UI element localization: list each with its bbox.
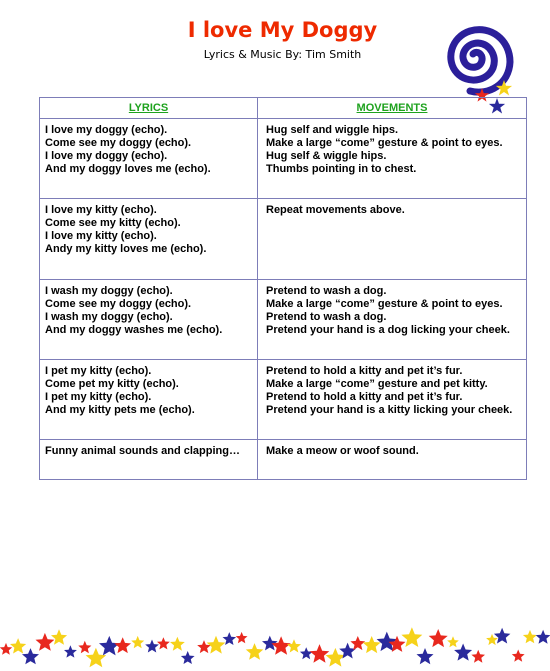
- movements-cell: [258, 360, 527, 440]
- star-icon: [512, 650, 525, 662]
- movement-line: Thumbs pointing in to chest.: [266, 163, 417, 175]
- star-icon: [0, 643, 12, 655]
- movement-line: Pretend to wash a dog.: [266, 311, 387, 323]
- movement-line: Pretend to wash a dog.: [266, 285, 387, 297]
- star-icon: [246, 643, 263, 660]
- star-icon: [51, 629, 67, 644]
- star-icon: [99, 636, 120, 656]
- movements-cell: [258, 119, 527, 199]
- star-icon: [271, 636, 290, 655]
- lyric-line: Come see my doggy (echo).: [45, 137, 192, 149]
- movements-cell: [258, 199, 527, 280]
- star-icon: [236, 632, 248, 643]
- star-icon: [114, 637, 131, 653]
- star-icon: [131, 636, 144, 648]
- star-icon: [536, 630, 550, 644]
- lyrics-cell: [40, 440, 258, 480]
- table-row: [40, 440, 527, 480]
- table-row: [40, 360, 527, 440]
- star-icon: [401, 627, 422, 647]
- lyric-line: Come see my doggy (echo).: [45, 298, 192, 310]
- movement-line: Make a large “come” gesture and pet kitty.: [266, 378, 488, 390]
- star-icon: [429, 629, 448, 647]
- star-icon: [262, 636, 278, 651]
- star-icon: [22, 648, 39, 664]
- star-icon: [310, 644, 330, 663]
- star-icon: [300, 647, 313, 659]
- lyric-line: Come see my kitty (echo).: [45, 217, 181, 229]
- movement-line: Make a large “come” gesture & point to eyes.: [266, 137, 503, 149]
- star-icon: [496, 80, 512, 96]
- star-icon: [350, 636, 365, 650]
- star-icon: [10, 638, 26, 653]
- star-icon: [494, 628, 511, 644]
- lyric-line: I love my kitty (echo).: [45, 204, 157, 216]
- lyric-line: Come pet my kitty (echo).: [45, 378, 179, 390]
- lyrics-cell: [40, 280, 258, 360]
- star-icon: [145, 640, 159, 653]
- movement-line: Hug self and wiggle hips.: [266, 124, 399, 136]
- movements-cell: [258, 280, 527, 360]
- lyric-line: And my kitty pets me (echo).: [45, 404, 195, 416]
- lyric-line: Funny animal sounds and clapping…: [45, 445, 240, 457]
- page-title: I love My Doggy: [187, 18, 378, 42]
- movement-line: Make a meow or woof sound.: [266, 445, 419, 457]
- lyric-line: I wash my doggy (echo).: [45, 311, 173, 323]
- star-icon: [454, 644, 472, 661]
- star-icon: [523, 630, 537, 643]
- lyric-line: Andy my kitty loves me (echo).: [45, 243, 207, 255]
- lyric-line: I love my doggy (echo).: [45, 150, 168, 162]
- lyrics-cell: [40, 199, 258, 280]
- movement-line: Pretend to hold a kitty and pet it’s fur.: [266, 365, 463, 377]
- movement-line: Pretend your hand is a kitty licking your cheek.: [266, 404, 513, 416]
- movement-line: Repeat movements above.: [266, 204, 405, 216]
- star-icon: [363, 636, 381, 653]
- lyric-line: I love my doggy (echo).: [45, 124, 168, 136]
- lyrics-movements-table: [39, 97, 527, 480]
- star-icon: [181, 651, 195, 664]
- star-icon: [64, 645, 77, 657]
- lyric-line: I pet my kitty (echo).: [45, 391, 152, 403]
- movement-line: Pretend to hold a kitty and pet it’s fur.: [266, 391, 463, 403]
- table-row: [40, 199, 527, 280]
- star-icon: [157, 637, 170, 649]
- lyrics-column-header: LYRICS: [40, 98, 258, 119]
- star-icon: [471, 650, 485, 663]
- lyric-line: And my doggy loves me (echo).: [45, 163, 211, 175]
- lyric-line: I pet my kitty (echo).: [45, 365, 152, 377]
- star-icon: [207, 636, 226, 654]
- star-icon: [417, 648, 434, 664]
- star-border: [0, 626, 550, 671]
- movement-line: Make a large “come” gesture & point to eyes.: [266, 298, 503, 310]
- lyric-line: I love my kitty (echo).: [45, 230, 157, 242]
- lyrics-cell: [40, 360, 258, 440]
- star-icon: [86, 648, 107, 668]
- movement-line: Pretend your hand is a dog licking your cheek.: [266, 324, 510, 336]
- lyrics-cell: [40, 119, 258, 199]
- lyric-line: I wash my doggy (echo).: [45, 285, 173, 297]
- star-icon: [78, 641, 91, 654]
- star-icon: [287, 639, 301, 652]
- star-icon: [447, 636, 459, 647]
- movements-column-header: MOVEMENTS: [258, 98, 527, 119]
- movements-cell: [258, 440, 527, 480]
- table-row: [40, 119, 527, 199]
- star-icon: [197, 640, 211, 653]
- song-credits: Lyrics & Music By: Tim Smith: [203, 48, 362, 61]
- lyric-line: And my doggy washes me (echo).: [45, 324, 223, 336]
- movement-line: Hug self & wiggle hips.: [266, 150, 387, 162]
- star-icon: [170, 637, 185, 651]
- table-row: [40, 280, 527, 360]
